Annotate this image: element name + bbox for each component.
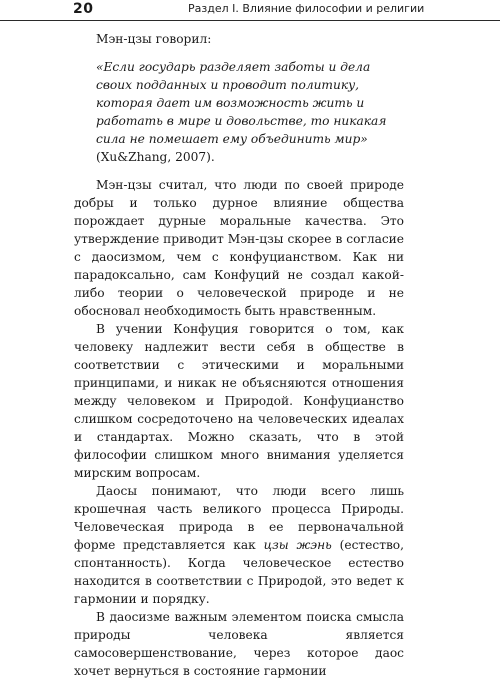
paragraph-1: Мэн-цзы считал, что люди по своей природе добры и только дурное влияние общества порождает дурные моральные качества. Это утверждение приводит Мэн-цзы скорее в согласие с даосизмом, чем с конфуцианством. Как ни парадоксально, сам Конфуций не создал какой-либо теории о человеческой природе и не обосновал необходимость быть нравственным. (74, 178, 404, 318)
quote-text: «Если государь разделяет заботы и дела своих подданных и проводит политику, которая дает им возможность жить и работать в мире и довольстве, то никакая сила не помешает ему объединить мир» (96, 60, 387, 146)
page-number: 20 (73, 1, 94, 17)
paragraph-3-text-a: Даосы понимают, что люди всего лишь крошечная часть великого процесса Природы. Человеческая природа в ее первоначальной форме представляется как (74, 484, 404, 552)
running-head: Раздел I. Влияние философии и религии (188, 2, 425, 15)
page-header (0, 0, 500, 21)
paragraph-3-text-b: (естество, спонтанность). Когда человеческое естество находится в соответствии с Природой, это ведет к гармонии и порядку. (74, 538, 405, 606)
block-quote (74, 58, 404, 166)
term-tszy-zhen: цзы жэнь (263, 538, 332, 552)
paragraph-2: В учении Конфуция говорится о том, как человеку надлежит вести себя в обществе в соответствии с этическими и моральными принципами, и никак не объясняются отношения между человеком и Природой. Конфуцианство слишком сосредоточено на человеческих идеалах и стандартах. Можно сказать, что в этой философии слишком много внимания уделяется мирским вопросам. (74, 322, 404, 480)
paragraph-4: В даосизме важным элементом поиска смысла природы человека является самосовершенствование, через которое даос хочет вернуться в состояние гармонии (74, 610, 404, 678)
page-body (74, 30, 404, 680)
quote-citation: (Xu&Zhang, 2007). (96, 150, 215, 164)
paragraph-3 (74, 482, 404, 608)
quote-intro: Мэн-цзы говорил: (96, 32, 212, 46)
